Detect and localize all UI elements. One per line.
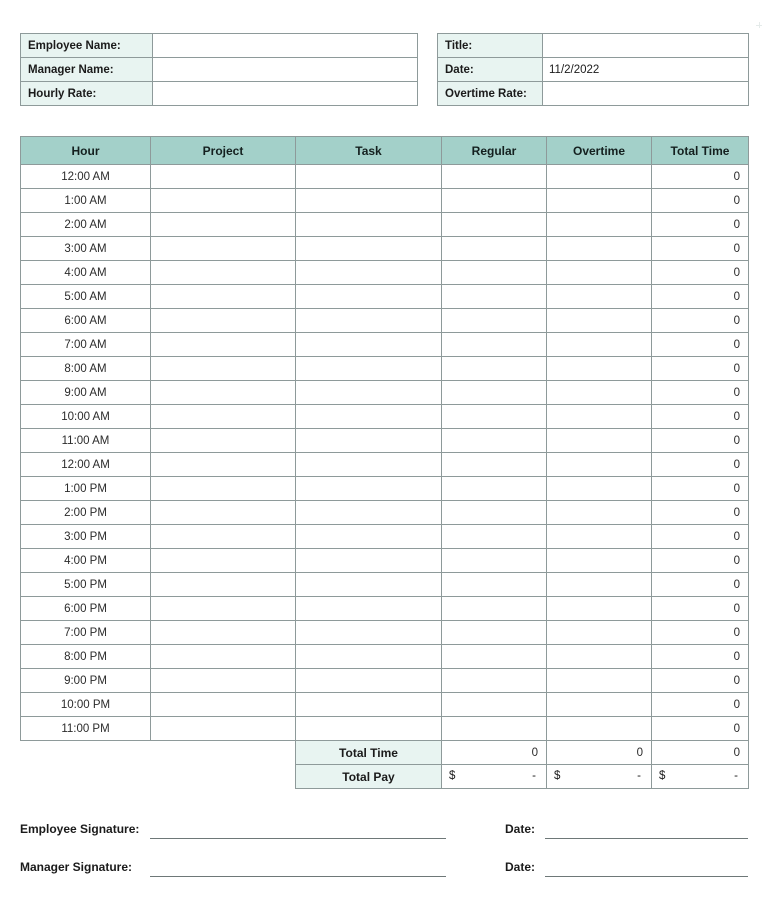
project-cell[interactable]	[151, 357, 296, 381]
task-cell[interactable]	[296, 453, 442, 477]
table-row	[21, 693, 749, 717]
task-cell[interactable]	[296, 237, 442, 261]
info-left-block	[20, 33, 417, 106]
table-row	[21, 429, 749, 453]
task-cell[interactable]	[296, 717, 442, 741]
hour-cell: 3:00 AM	[21, 237, 151, 261]
hourly-rate-label: Hourly Rate:	[21, 82, 153, 106]
project-cell[interactable]	[151, 309, 296, 333]
table-row	[438, 34, 749, 58]
hour-cell: 9:00 PM	[21, 669, 151, 693]
total-time-cell: 0	[652, 357, 749, 381]
regular-cell[interactable]	[442, 549, 547, 573]
table-row	[21, 285, 749, 309]
amount-value: -	[532, 770, 536, 782]
task-cell[interactable]	[296, 189, 442, 213]
project-cell[interactable]	[151, 333, 296, 357]
project-cell[interactable]	[151, 597, 296, 621]
regular-cell[interactable]	[442, 213, 547, 237]
project-cell[interactable]	[151, 477, 296, 501]
total-time-cell: 0	[652, 189, 749, 213]
timesheet-table	[20, 136, 749, 789]
project-cell[interactable]	[151, 669, 296, 693]
hour-cell: 4:00 PM	[21, 549, 151, 573]
hour-cell: 1:00 PM	[21, 477, 151, 501]
hour-cell: 7:00 AM	[21, 333, 151, 357]
table-row	[21, 189, 749, 213]
total-time-cell: 0	[652, 573, 749, 597]
total-time-cell: 0	[652, 597, 749, 621]
task-cell[interactable]	[296, 213, 442, 237]
task-cell[interactable]	[296, 405, 442, 429]
project-cell[interactable]	[151, 213, 296, 237]
overtime-cell[interactable]	[547, 261, 652, 285]
overtime-cell[interactable]	[547, 453, 652, 477]
total-time-cell: 0	[652, 501, 749, 525]
table-row	[21, 477, 749, 501]
hour-cell: 9:00 AM	[21, 381, 151, 405]
overtime-cell[interactable]	[547, 717, 652, 741]
overtime-cell[interactable]	[547, 693, 652, 717]
regular-cell[interactable]	[442, 357, 547, 381]
task-cell[interactable]	[296, 645, 442, 669]
employee-info-table	[20, 33, 418, 106]
spacer-cell	[21, 765, 151, 789]
project-cell[interactable]	[151, 525, 296, 549]
project-cell[interactable]	[151, 693, 296, 717]
regular-cell[interactable]	[442, 189, 547, 213]
project-cell[interactable]	[151, 381, 296, 405]
overtime-cell[interactable]	[547, 213, 652, 237]
total-pay-regular-value	[442, 765, 547, 789]
hour-cell: 12:00 AM	[21, 165, 151, 189]
total-time-cell: 0	[652, 453, 749, 477]
hour-cell: 8:00 AM	[21, 357, 151, 381]
overtime-cell[interactable]	[547, 549, 652, 573]
task-cell[interactable]	[296, 333, 442, 357]
project-cell[interactable]	[151, 501, 296, 525]
task-cell[interactable]	[296, 477, 442, 501]
task-cell[interactable]	[296, 597, 442, 621]
task-cell[interactable]	[296, 549, 442, 573]
table-row	[21, 453, 749, 477]
regular-cell[interactable]	[442, 669, 547, 693]
info-right-block	[437, 33, 748, 106]
total-pay-label: Total Pay	[296, 765, 442, 789]
timesheet-body	[21, 165, 749, 741]
table-row	[21, 333, 749, 357]
hour-cell: 10:00 AM	[21, 405, 151, 429]
overtime-cell[interactable]	[547, 189, 652, 213]
spacer-cell	[151, 765, 296, 789]
total-time-cell: 0	[652, 405, 749, 429]
amount-value: -	[637, 770, 641, 782]
table-row	[21, 165, 749, 189]
project-cell[interactable]	[151, 621, 296, 645]
regular-cell[interactable]	[442, 453, 547, 477]
overtime-cell[interactable]	[547, 645, 652, 669]
overtime-cell[interactable]	[547, 309, 652, 333]
hour-cell: 5:00 PM	[21, 573, 151, 597]
hour-grid	[20, 136, 748, 789]
project-cell[interactable]	[151, 645, 296, 669]
table-row	[438, 82, 749, 106]
regular-cell[interactable]	[442, 693, 547, 717]
total-time-cell: 0	[652, 669, 749, 693]
overtime-cell[interactable]	[547, 381, 652, 405]
hour-cell: 2:00 PM	[21, 501, 151, 525]
total-time-cell: 0	[652, 717, 749, 741]
overtime-rate-label: Overtime Rate:	[438, 82, 543, 106]
crop-mark-icon	[756, 22, 762, 28]
hour-cell: 3:00 PM	[21, 525, 151, 549]
total-time-label: Total Time	[296, 741, 442, 765]
table-row	[21, 309, 749, 333]
manager-name-label: Manager Name:	[21, 58, 153, 82]
employee-date-field[interactable]	[545, 838, 748, 839]
total-time-cell: 0	[652, 165, 749, 189]
project-cell[interactable]	[151, 189, 296, 213]
overtime-cell[interactable]	[547, 621, 652, 645]
task-cell[interactable]	[296, 285, 442, 309]
overtime-cell[interactable]	[547, 525, 652, 549]
table-row	[21, 237, 749, 261]
spacer-cell	[21, 741, 151, 765]
table-row	[21, 58, 418, 82]
total-time-cell: 0	[652, 237, 749, 261]
regular-cell[interactable]	[442, 477, 547, 501]
total-time-cell: 0	[652, 693, 749, 717]
task-cell[interactable]	[296, 573, 442, 597]
task-cell[interactable]	[296, 309, 442, 333]
project-cell[interactable]	[151, 261, 296, 285]
total-time-cell: 0	[652, 525, 749, 549]
total-time-total-value: 0	[652, 741, 749, 765]
regular-cell[interactable]	[442, 573, 547, 597]
total-time-regular-value: 0	[442, 741, 547, 765]
table-row	[21, 573, 749, 597]
task-cell[interactable]	[296, 669, 442, 693]
hour-cell: 7:00 PM	[21, 621, 151, 645]
employee-signature-field[interactable]	[150, 838, 446, 839]
manager-signature-label: Manager Signature:	[20, 860, 133, 874]
total-time-overtime-value: 0	[547, 741, 652, 765]
overtime-cell[interactable]	[547, 357, 652, 381]
table-row	[21, 501, 749, 525]
overtime-cell[interactable]	[547, 237, 652, 261]
table-row	[21, 405, 749, 429]
overtime-cell[interactable]	[547, 597, 652, 621]
overtime-cell[interactable]	[547, 477, 652, 501]
table-row	[21, 525, 749, 549]
project-cell[interactable]	[151, 429, 296, 453]
task-cell[interactable]	[296, 429, 442, 453]
table-row	[21, 645, 749, 669]
manager-signature-row	[20, 858, 748, 884]
total-pay-total-value	[652, 765, 749, 789]
hour-cell: 2:00 AM	[21, 213, 151, 237]
regular-cell[interactable]	[442, 261, 547, 285]
timesheet-footer	[21, 741, 749, 789]
task-cell[interactable]	[296, 693, 442, 717]
total-pay-overtime-value	[547, 765, 652, 789]
hour-cell: 6:00 AM	[21, 309, 151, 333]
table-row	[21, 549, 749, 573]
column-header-project: Project	[151, 137, 296, 165]
total-time-cell: 0	[652, 645, 749, 669]
employee-signature-label: Employee Signature:	[20, 822, 140, 836]
regular-cell[interactable]	[442, 333, 547, 357]
table-header-row	[21, 137, 749, 165]
hour-cell: 11:00 AM	[21, 429, 151, 453]
total-time-cell: 0	[652, 309, 749, 333]
hour-cell: 6:00 PM	[21, 597, 151, 621]
regular-cell[interactable]	[442, 525, 547, 549]
title-label: Title:	[438, 34, 543, 58]
hour-cell: 11:00 PM	[21, 717, 151, 741]
total-time-cell: 0	[652, 381, 749, 405]
column-header-task: Task	[296, 137, 442, 165]
total-time-row	[21, 741, 749, 765]
overtime-cell[interactable]	[547, 165, 652, 189]
regular-cell[interactable]	[442, 405, 547, 429]
task-cell[interactable]	[296, 381, 442, 405]
manager-name-field[interactable]	[153, 58, 418, 82]
overtime-cell[interactable]	[547, 333, 652, 357]
hourly-rate-field[interactable]	[153, 82, 418, 106]
table-row	[21, 597, 749, 621]
title-field[interactable]	[543, 34, 749, 58]
regular-cell[interactable]	[442, 285, 547, 309]
overtime-cell[interactable]	[547, 573, 652, 597]
regular-cell[interactable]	[442, 309, 547, 333]
column-header-total-time: Total Time	[652, 137, 749, 165]
currency-symbol: $	[659, 770, 666, 782]
task-cell[interactable]	[296, 261, 442, 285]
manager-date-label: Date:	[505, 860, 536, 874]
task-cell[interactable]	[296, 525, 442, 549]
regular-cell[interactable]	[442, 501, 547, 525]
total-time-cell: 0	[652, 429, 749, 453]
regular-cell[interactable]	[442, 429, 547, 453]
date-field[interactable]: 11/2/2022	[543, 58, 749, 82]
employee-name-field[interactable]	[153, 34, 418, 58]
amount-value: -	[734, 770, 738, 782]
project-cell[interactable]	[151, 549, 296, 573]
overtime-cell[interactable]	[547, 669, 652, 693]
regular-cell[interactable]	[442, 645, 547, 669]
hour-cell: 1:00 AM	[21, 189, 151, 213]
overtime-cell[interactable]	[547, 285, 652, 309]
table-row	[21, 381, 749, 405]
hour-cell: 8:00 PM	[21, 645, 151, 669]
currency-symbol: $	[449, 770, 456, 782]
signature-block	[20, 820, 748, 884]
project-cell[interactable]	[151, 165, 296, 189]
table-row	[21, 621, 749, 645]
task-cell[interactable]	[296, 621, 442, 645]
manager-date-field[interactable]	[545, 876, 748, 877]
manager-signature-field[interactable]	[150, 876, 446, 877]
task-cell[interactable]	[296, 501, 442, 525]
hour-cell: 5:00 AM	[21, 285, 151, 309]
column-header-overtime: Overtime	[547, 137, 652, 165]
regular-cell[interactable]	[442, 381, 547, 405]
hour-cell: 10:00 PM	[21, 693, 151, 717]
table-row	[21, 34, 418, 58]
table-row	[438, 58, 749, 82]
table-row	[21, 213, 749, 237]
project-cell[interactable]	[151, 237, 296, 261]
project-cell[interactable]	[151, 405, 296, 429]
table-row	[21, 717, 749, 741]
total-time-cell: 0	[652, 261, 749, 285]
table-row	[21, 82, 418, 106]
total-time-cell: 0	[652, 621, 749, 645]
regular-cell[interactable]	[442, 165, 547, 189]
overtime-cell[interactable]	[547, 429, 652, 453]
info-header	[20, 33, 748, 106]
overtime-cell[interactable]	[547, 405, 652, 429]
total-time-cell: 0	[652, 549, 749, 573]
date-label: Date:	[438, 58, 543, 82]
column-header-hour: Hour	[21, 137, 151, 165]
total-time-cell: 0	[652, 285, 749, 309]
project-cell[interactable]	[151, 285, 296, 309]
overtime-cell[interactable]	[547, 501, 652, 525]
regular-cell[interactable]	[442, 237, 547, 261]
regular-cell[interactable]	[442, 597, 547, 621]
total-pay-row	[21, 765, 749, 789]
job-info-table	[437, 33, 749, 106]
task-cell[interactable]	[296, 165, 442, 189]
project-cell[interactable]	[151, 717, 296, 741]
spacer-cell	[151, 741, 296, 765]
total-time-cell: 0	[652, 213, 749, 237]
overtime-rate-field[interactable]	[543, 82, 749, 106]
task-cell[interactable]	[296, 357, 442, 381]
employee-date-label: Date:	[505, 822, 536, 836]
total-time-cell: 0	[652, 333, 749, 357]
regular-cell[interactable]	[442, 717, 547, 741]
hour-cell: 12:00 AM	[21, 453, 151, 477]
employee-name-label: Employee Name:	[21, 34, 153, 58]
table-row	[21, 357, 749, 381]
regular-cell[interactable]	[442, 621, 547, 645]
project-cell[interactable]	[151, 573, 296, 597]
column-header-regular: Regular	[442, 137, 547, 165]
currency-symbol: $	[554, 770, 561, 782]
project-cell[interactable]	[151, 453, 296, 477]
employee-signature-row	[20, 820, 748, 846]
total-time-cell: 0	[652, 477, 749, 501]
hour-cell: 4:00 AM	[21, 261, 151, 285]
table-row	[21, 669, 749, 693]
table-row	[21, 261, 749, 285]
